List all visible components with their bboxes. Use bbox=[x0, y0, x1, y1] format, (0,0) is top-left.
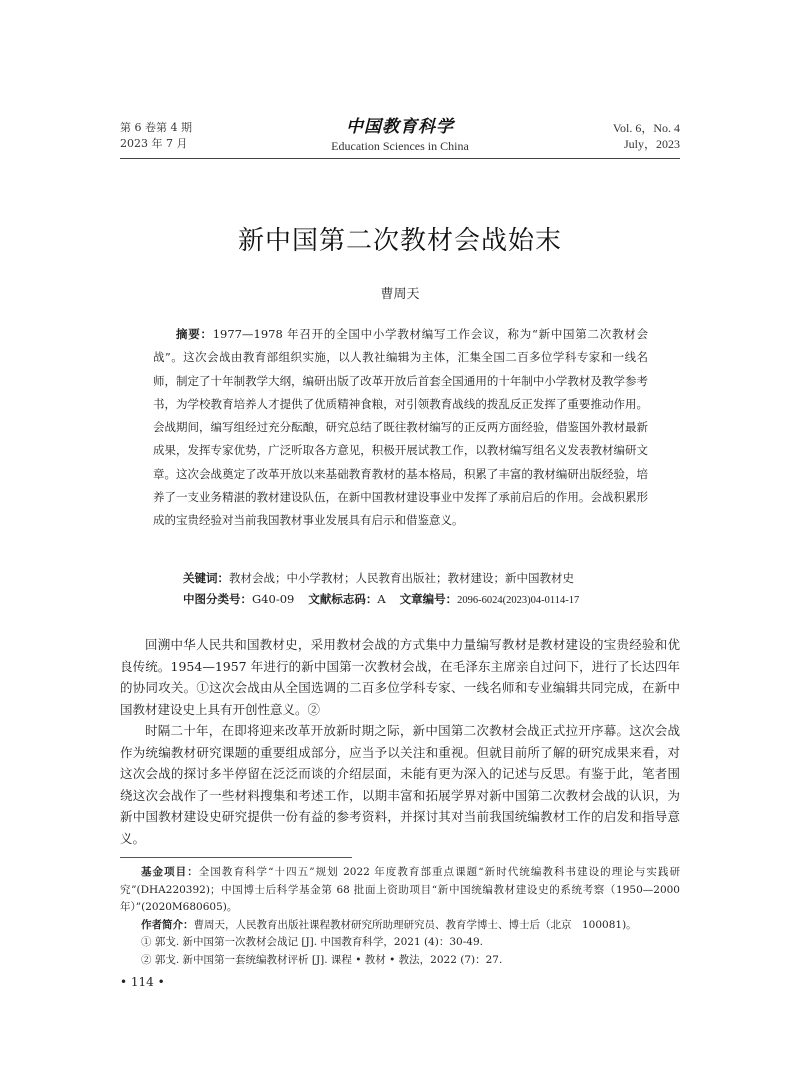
header-center bbox=[120, 112, 680, 154]
header-right bbox=[613, 120, 680, 152]
fund-note bbox=[120, 864, 680, 917]
keywords-text: 教材会战；中小学教材；人民教育出版社；教材建设；新中国教材史 bbox=[229, 571, 574, 585]
volume-issue: 第 6 卷第 4 期 bbox=[120, 121, 192, 134]
article-number-label: 文章编号： bbox=[399, 592, 458, 606]
keywords-label: 关键词： bbox=[183, 571, 229, 585]
doc-code-label: 文献标志码： bbox=[308, 592, 378, 606]
article-title: 新中国第二次教材会战始末 bbox=[237, 226, 562, 256]
footnotes bbox=[120, 864, 680, 969]
author-note bbox=[120, 917, 680, 935]
page-number: • 114 • bbox=[120, 975, 165, 989]
footnote-2: ② 郭戈. 新中国第一套统编教材评析 [J]. 课程 • 教材 • 教法，2022 (7)：27. bbox=[141, 953, 503, 966]
fund-text: 全国教育科学“十四五”规划 2022 年度教育部重点课题“新时代统编教科书建设的理论与实践研究”(DHA220392)；中国博士后科学基金第 68 批面上资助项目“新中国统编教材建设史的系统考察（1950—2000 年）”(2020M680605)。 bbox=[120, 866, 681, 913]
journal-logo: 中国教育科学 bbox=[346, 117, 454, 137]
journal-name-en: Education Sciences in China bbox=[331, 139, 469, 153]
article-author: 曹周天 bbox=[380, 287, 420, 302]
fund-label: 基金项目： bbox=[141, 866, 199, 878]
abstract-text: 1977—1978 年召开的全国中小学教材编写工作会议，称为“新中国第二次教材会战”。这次会战由教育部组织实施，以人教社编辑为主体，汇集全国二百多位学科专家和一线名师，制定了十年制教学大纲，编研出版了改革开放后首套全国通用的十年制中小学教材及教学参考书，为学校教育培养人才提供了优质精神食粮，对引领教育战线的拨乱反正发挥了重要推动作用。会战期间，编写组经过充分酝酿，研究总结了既往教材编写的正反两方面经验，借鉴国外教材最新成果，发挥专家优势，广泛听取各方意见，积极开展试教工作，以教材编写组名义发表教材编研文章。这次会战奠定了改革开放以来基础教育教材的基本格局，积累了丰富的教材编研出版经验，培养了一支业务精湛的教材建设队伍，在新中国教材建设事业中发挥了承前启后的作用。会战积累形成的宝贵经验对当前我国教材事业发展具有启示和借鉴意义。 bbox=[153, 327, 649, 528]
author-bio-label: 作者简介： bbox=[141, 918, 194, 931]
keywords bbox=[183, 569, 650, 587]
body-paragraph-1: 回溯中华人民共和国教材史，采用教材会战的方式集中力量编写教材是教材建设的宝贵经验和优良传统。1954—1957 年进行的新中国第一次教材会战，在毛泽东主席亲自过问下，进行了长达四年的协同攻关。①这次会战由从全国选调的二百多位学科专家、一线名师和专业编辑共同完成，在新中国教材建设史上具有开创性意义。② bbox=[120, 637, 680, 717]
main-body bbox=[120, 634, 680, 849]
volume-issue-en: Vol. 6，No. 4 bbox=[612, 121, 680, 135]
article-number-value: 2096-6024(2023)04-0114-17 bbox=[457, 595, 580, 606]
header-divider bbox=[120, 158, 680, 159]
running-header bbox=[120, 112, 680, 160]
footnote-1: ① 郭戈. 新中国第一次教材会战记 [J]. 中国教育科学，2021 (4)：30-49. bbox=[141, 936, 483, 948]
clc-value: G40-09 bbox=[252, 592, 295, 606]
doc-code-value: A bbox=[377, 592, 386, 606]
issue-date: 2023 年 7 月 bbox=[120, 137, 188, 150]
body-paragraph-2: 时隔二十年，在即将迎来改革开放新时期之际，新中国第二次教材会战正式拉开序幕。这次会战作为统编教材研究课题的重要组成部分，应当予以关注和重视。但就目前所了解的研究成果来看，对这次会战的探讨多半停留在泛泛而谈的介绍层面，未能有更为深入的记述与反思。有鉴于此，笔者围绕这次会战作了一些材料搜集和考述工作，以期丰富和拓展学界对新中国第二次教材会战的认识，为新中国教材建设史研究提供一份有益的参考资料，并探讨其对当前我国统编教材工作的启发和指导意义。 bbox=[120, 723, 680, 846]
issue-date-en: July，2023 bbox=[623, 137, 680, 151]
author-bio-text: 曹周天，人民教育出版社课程教材研究所助理研究员、教育学博士、博士后（北京 100081)。 bbox=[193, 918, 637, 931]
clc-label: 中图分类号： bbox=[183, 592, 252, 606]
abstract bbox=[153, 323, 648, 533]
classification-line bbox=[183, 590, 650, 610]
abstract-label: 摘要： bbox=[176, 327, 213, 341]
footnote-divider bbox=[120, 857, 352, 858]
